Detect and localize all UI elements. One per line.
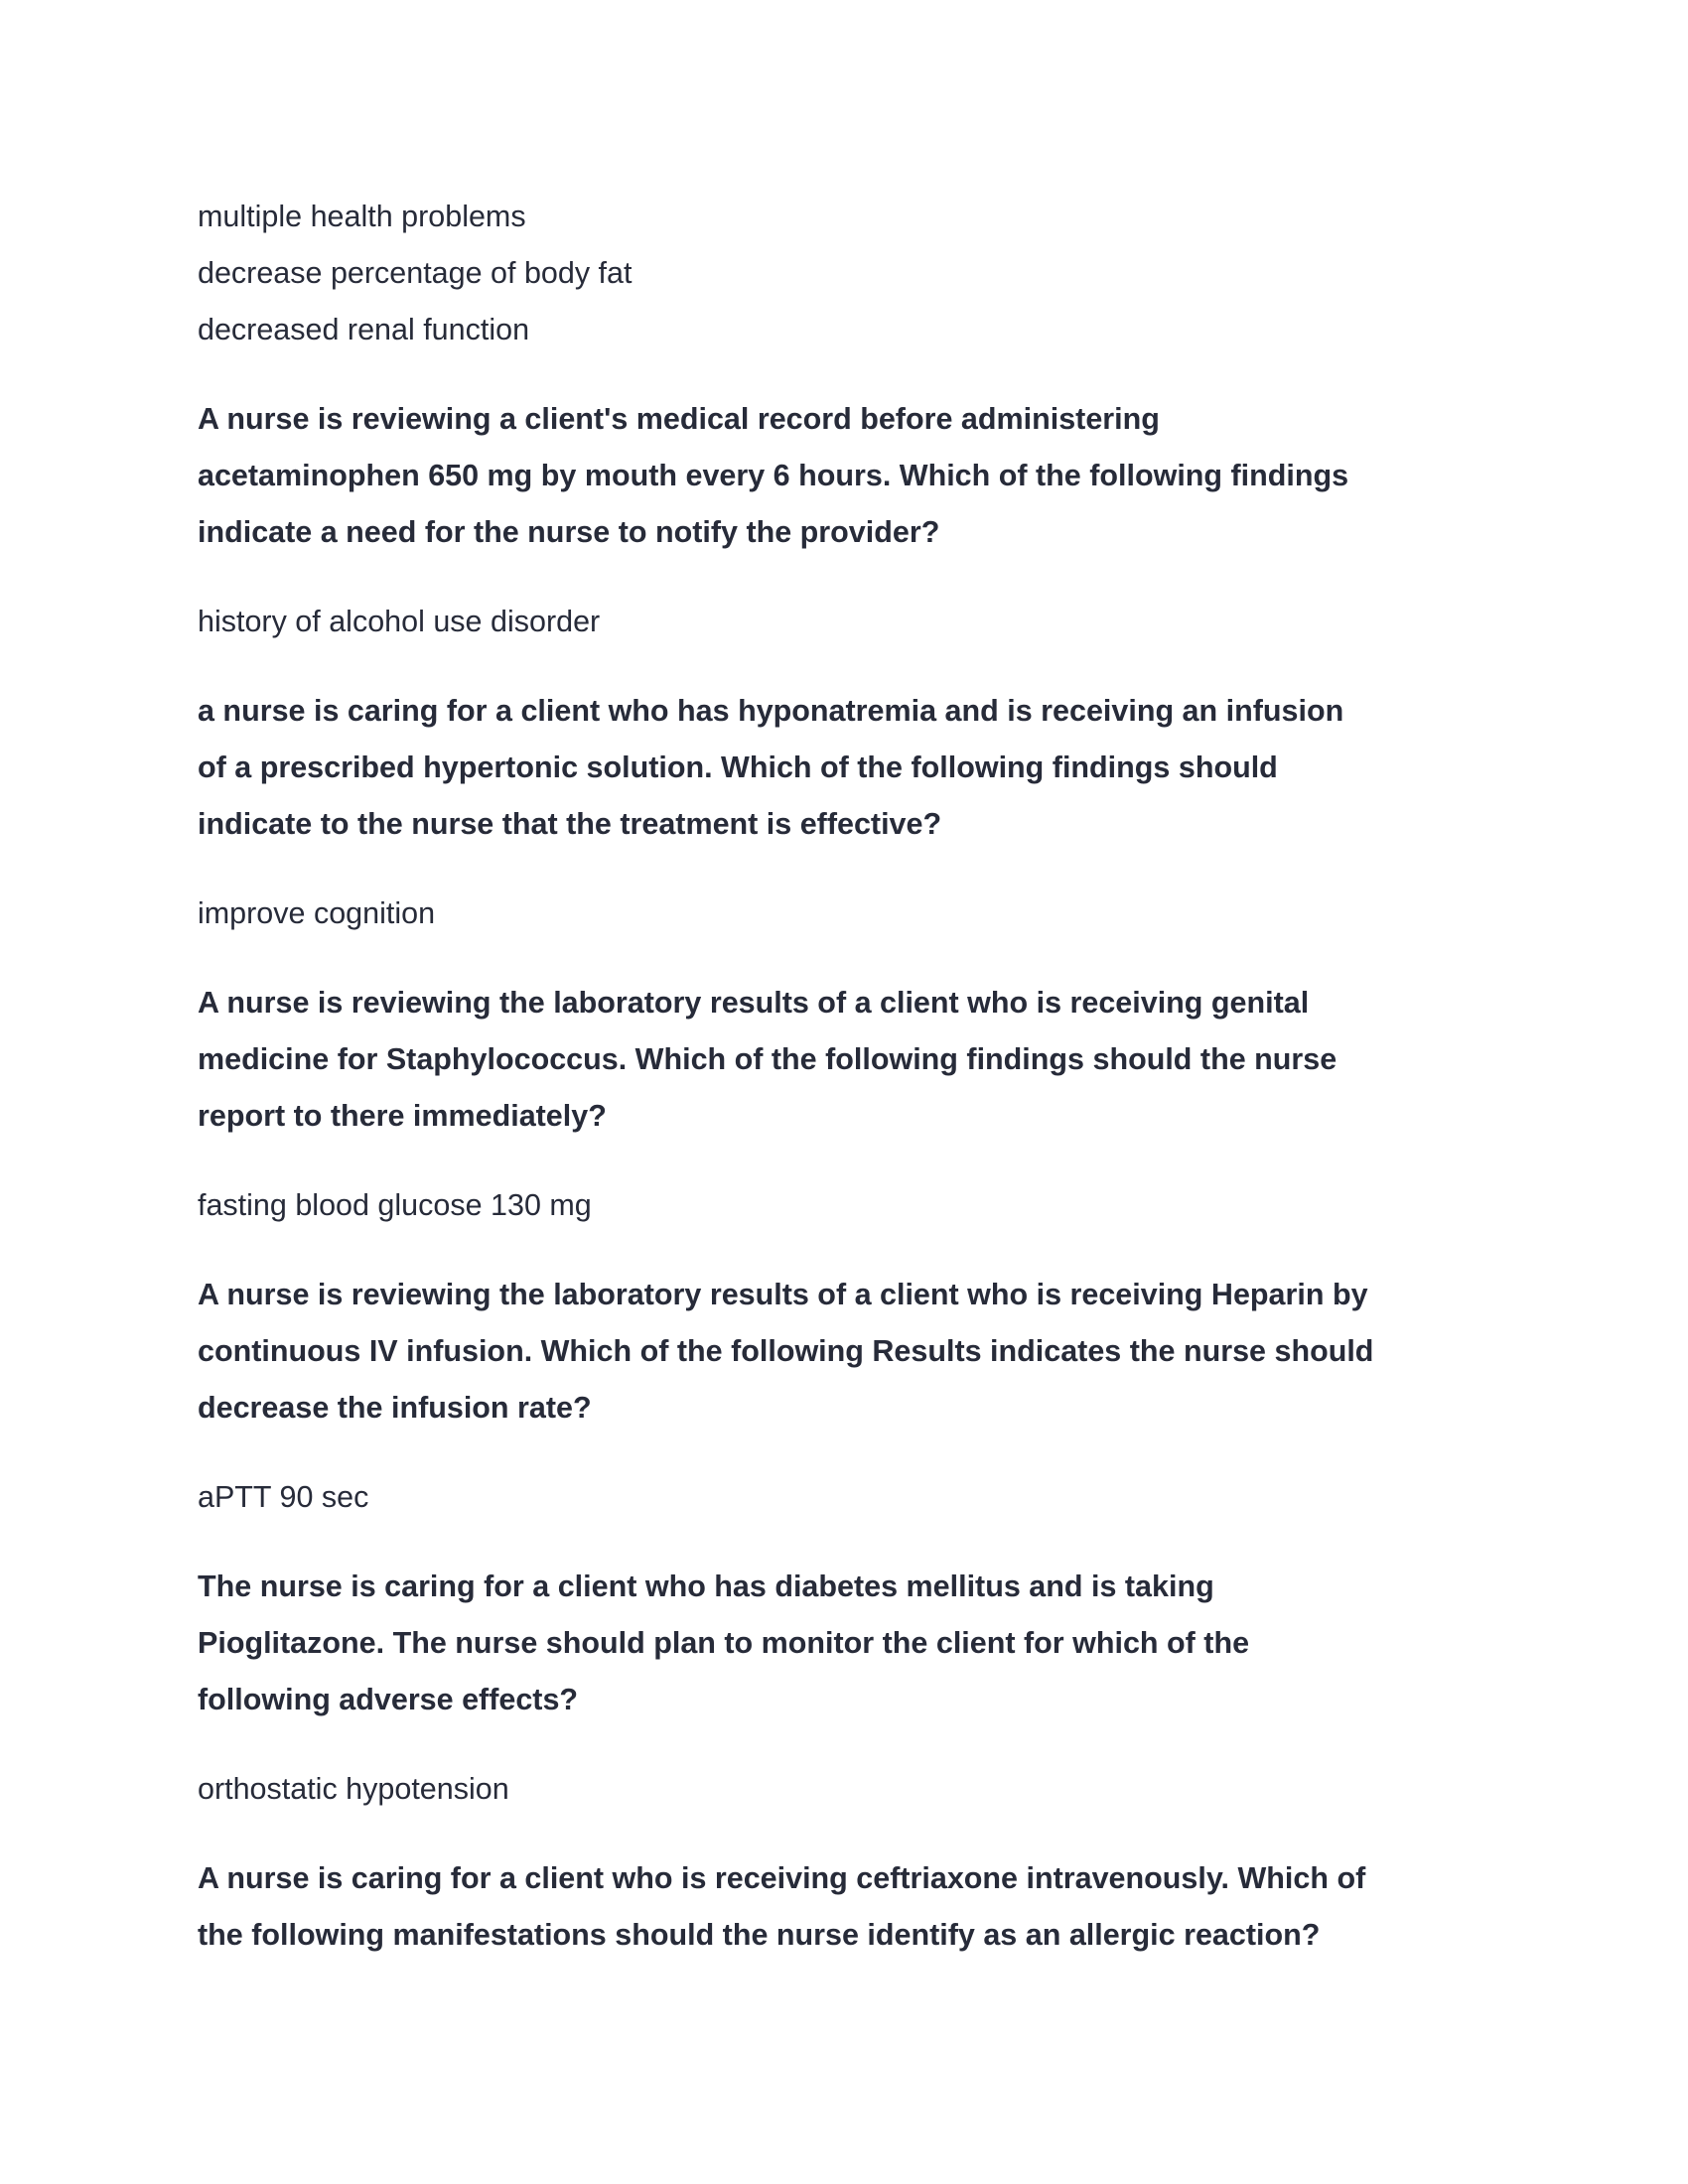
question-line: report to there immediately? bbox=[198, 1099, 607, 1133]
question-line: The nurse is caring for a client who has diabetes mellitus and is taking bbox=[198, 1570, 1214, 1603]
question-line: acetaminophen 650 mg by mouth every 6 hours. Which of the following findings bbox=[198, 459, 1349, 492]
question-text bbox=[198, 975, 1518, 1145]
question-list bbox=[198, 391, 1518, 1964]
question-text bbox=[198, 1850, 1518, 1964]
question-line: medicine for Staphylococcus. Which of the following findings should the nurse bbox=[198, 1042, 1337, 1076]
question-line: Pioglitazone. The nurse should plan to monitor the client for which of the bbox=[198, 1626, 1250, 1660]
answer-text: improve cognition bbox=[198, 896, 436, 930]
question-line: A nurse is caring for a client who is receiving ceftriaxone intravenously. Which of bbox=[198, 1861, 1366, 1895]
question-line: a nurse is caring for a client who has hyponatremia and is receiving an infusion bbox=[198, 694, 1344, 728]
answer-text: aPTT 90 sec bbox=[198, 1480, 369, 1514]
question-text bbox=[198, 1267, 1518, 1436]
answer-text: multiple health problems bbox=[198, 200, 526, 233]
question-line: following adverse effects? bbox=[198, 1683, 579, 1716]
question-text bbox=[198, 391, 1518, 561]
question-line: of a prescribed hypertonic solution. Which of the following findings should bbox=[198, 751, 1278, 784]
answer-text: orthostatic hypotension bbox=[198, 1772, 509, 1806]
question-line: decrease the infusion rate? bbox=[198, 1391, 592, 1425]
question-line: the following manifestations should the nurse identify as an allergic reaction? bbox=[198, 1918, 1321, 1952]
question-text bbox=[198, 1559, 1518, 1728]
question-line: A nurse is reviewing a client's medical record before administering bbox=[198, 402, 1160, 436]
question-text bbox=[198, 683, 1518, 853]
answer-list bbox=[198, 189, 1518, 358]
question-line: A nurse is reviewing the laboratory results of a client who is receiving genital bbox=[198, 986, 1310, 1020]
answer-text: history of alcohol use disorder bbox=[198, 605, 601, 638]
document-body bbox=[198, 189, 1518, 1996]
answer-text: fasting blood glucose 130 mg bbox=[198, 1188, 592, 1222]
question-line: continuous IV infusion. Which of the following Results indicates the nurse should bbox=[198, 1334, 1374, 1368]
question-line: indicate a need for the nurse to notify the provider? bbox=[198, 515, 940, 549]
answer-text: decreased renal function bbox=[198, 313, 530, 346]
answer-text: decrease percentage of body fat bbox=[198, 256, 633, 290]
question-line: indicate to the nurse that the treatment is effective? bbox=[198, 807, 942, 841]
question-line: A nurse is reviewing the laboratory results of a client who is receiving Heparin by bbox=[198, 1278, 1368, 1311]
